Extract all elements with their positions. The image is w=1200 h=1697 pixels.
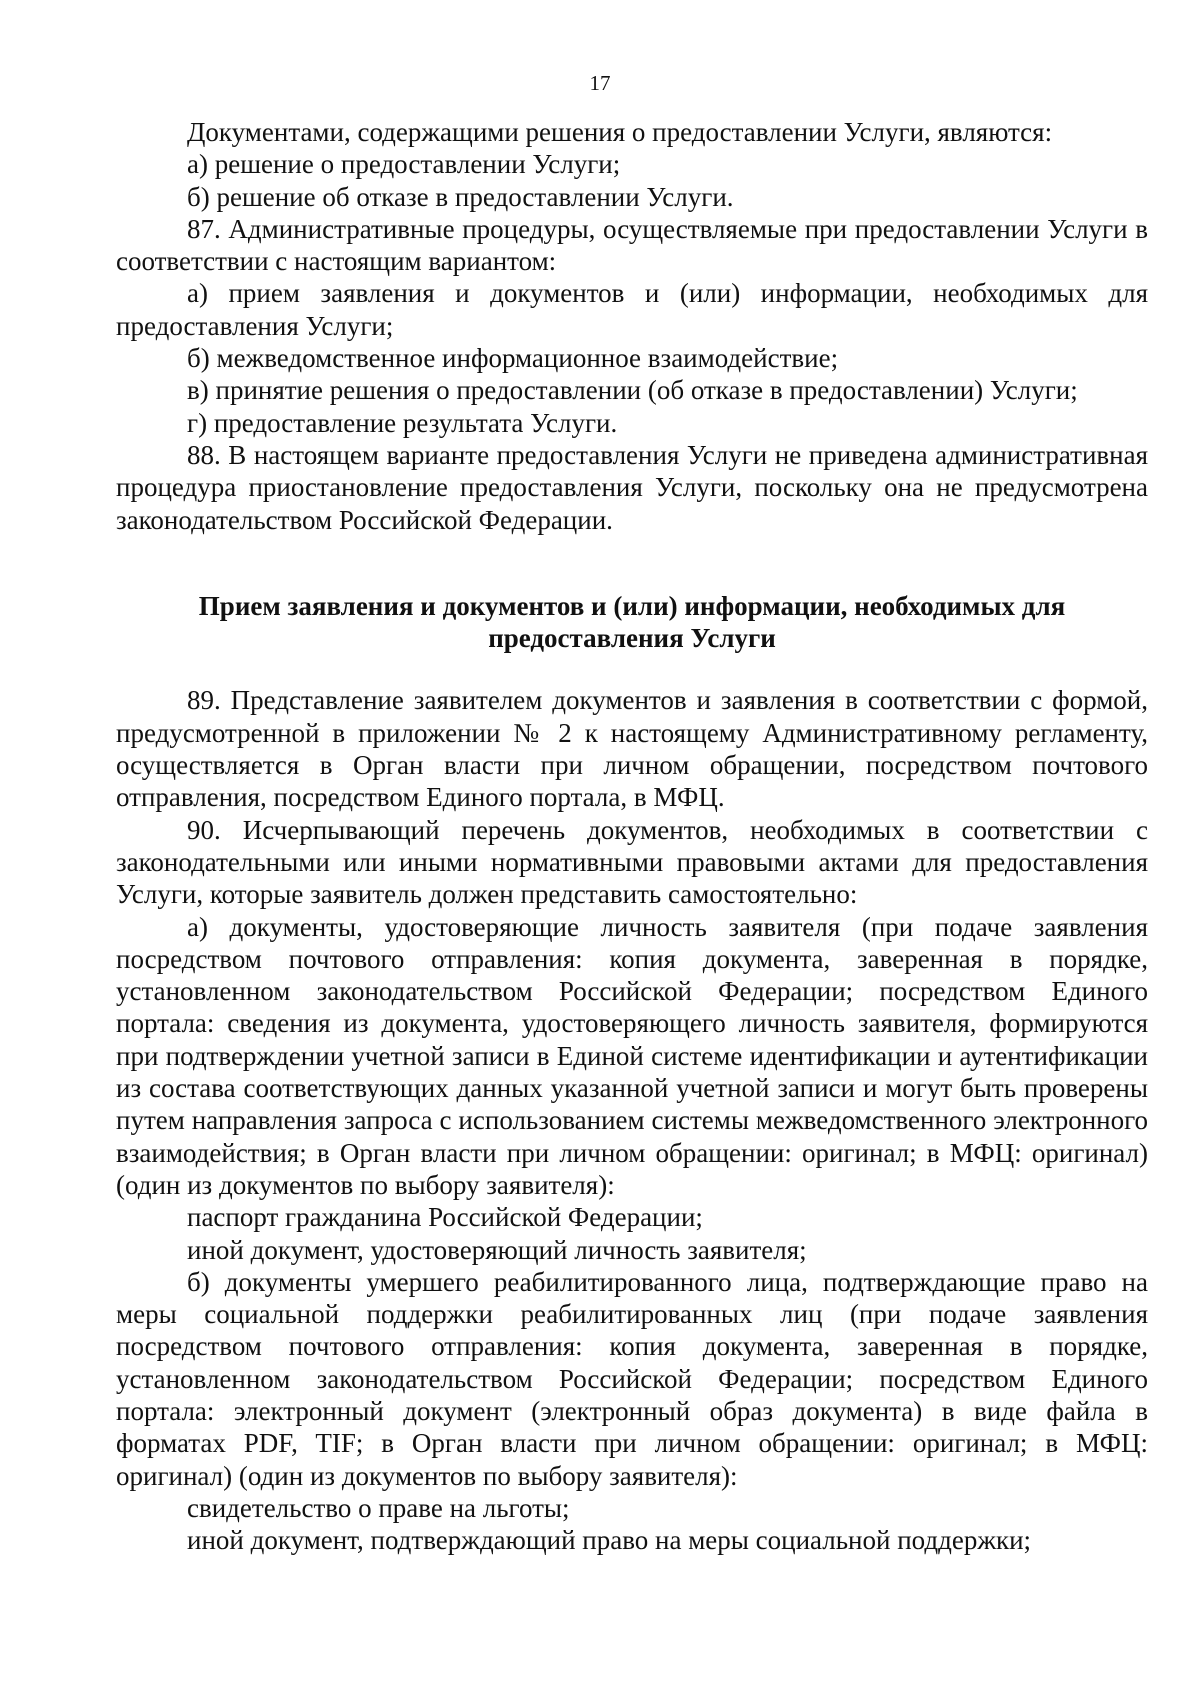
list-item-passport: паспорт гражданина Российской Федерации; [187,1202,703,1233]
paragraph-90: 90. Исчерпывающий перечень документов, необходимых в соответствии с законодательными или иными нормативными правовыми актами для предоставления Услуги, которые заявитель должен представить самостоятельно: [116,814,1148,910]
list-item-a-decision: а) решение о предоставлении Услуги; [187,149,621,180]
list-item-90-a: а) документы, удостоверяющие личность заявителя (при подаче заявления посредством почтового отправления: копия документа, заверенная в порядке, установленном законодательством Российской Федерации; посредством Единого портала: сведения из документа, удостоверяющего личность заявителя, формируются при подтверждении учетной записи в Единой системе идентификации и аутентификации из состава соответствующих данных указанной учетной записи и могут быть проверены путем направления запроса с использованием системы межведомственного электронного взаимодействия; в Орган власти при личном обращении: оригинал; в МФЦ: оригинал) (один из документов по выбору заявителя): [116,911,1148,1200]
list-item-87-b: б) межведомственное информационное взаимодействие; [187,343,839,374]
list-item-other-id: иной документ, удостоверяющий личность заявителя; [187,1234,807,1265]
list-item-other-support-doc: иной документ, подтверждающий право на меры социальной поддержки; [187,1525,1032,1556]
paragraph-87: 87. Административные процедуры, осуществляемые при предоставлении Услуги в соответствии с настоящим вариантом: [116,213,1148,277]
list-item-87-d: г) предоставление результата Услуги. [187,407,618,438]
list-item-benefit-certificate: свидетельство о праве на льготы; [187,1492,570,1523]
page-number: 17 [589,71,611,95]
list-item-90-b: б) документы умершего реабилитированного лица, подтверждающие право на меры социальной поддержки реабилитированных лиц (при подаче заявления посредством почтового отправления: копия документа, заверенная в порядке, установленном законодательством Российской Федерации; посредством Единого портала: электронный документ (электронный образ документа) в виде файла в форматах PDF, TIF; в Орган власти при личном обращении: оригинал; в МФЦ: оригинал) (один из документов по выбору заявителя): [116,1266,1148,1491]
list-item-b-refusal: б) решение об отказе в предоставлении Услуги. [187,181,734,212]
document-body [116,116,1148,1556]
paragraph-88: 88. В настоящем варианте предоставления Услуги не приведена административная процедура приостановление предоставления Услуги, поскольку она не предусмотрена законодательством Российской Федерации. [116,439,1148,535]
paragraph-documents-intro: Документами, содержащими решения о предоставлении Услуги, являются: [187,117,1053,147]
paragraph-89: 89. Представление заявителем документов и заявления в соответствии с формой, предусмотренной в приложении № 2 к настоящему Административному регламенту, осуществляется в Орган власти при личном обращении, посредством почтового отправления, посредством Единого портала, в МФЦ. [116,685,1148,813]
list-item-87-c: в) принятие решения о предоставлении (об отказе в предоставлении) Услуги; [187,375,1078,406]
list-item-87-a: а) прием заявления и документов и (или) информации, необходимых для предоставления Услуги; [116,278,1148,341]
section-heading: Прием заявления и документов и (или) информации, необходимых для предоставления Услуги [198,590,1066,654]
